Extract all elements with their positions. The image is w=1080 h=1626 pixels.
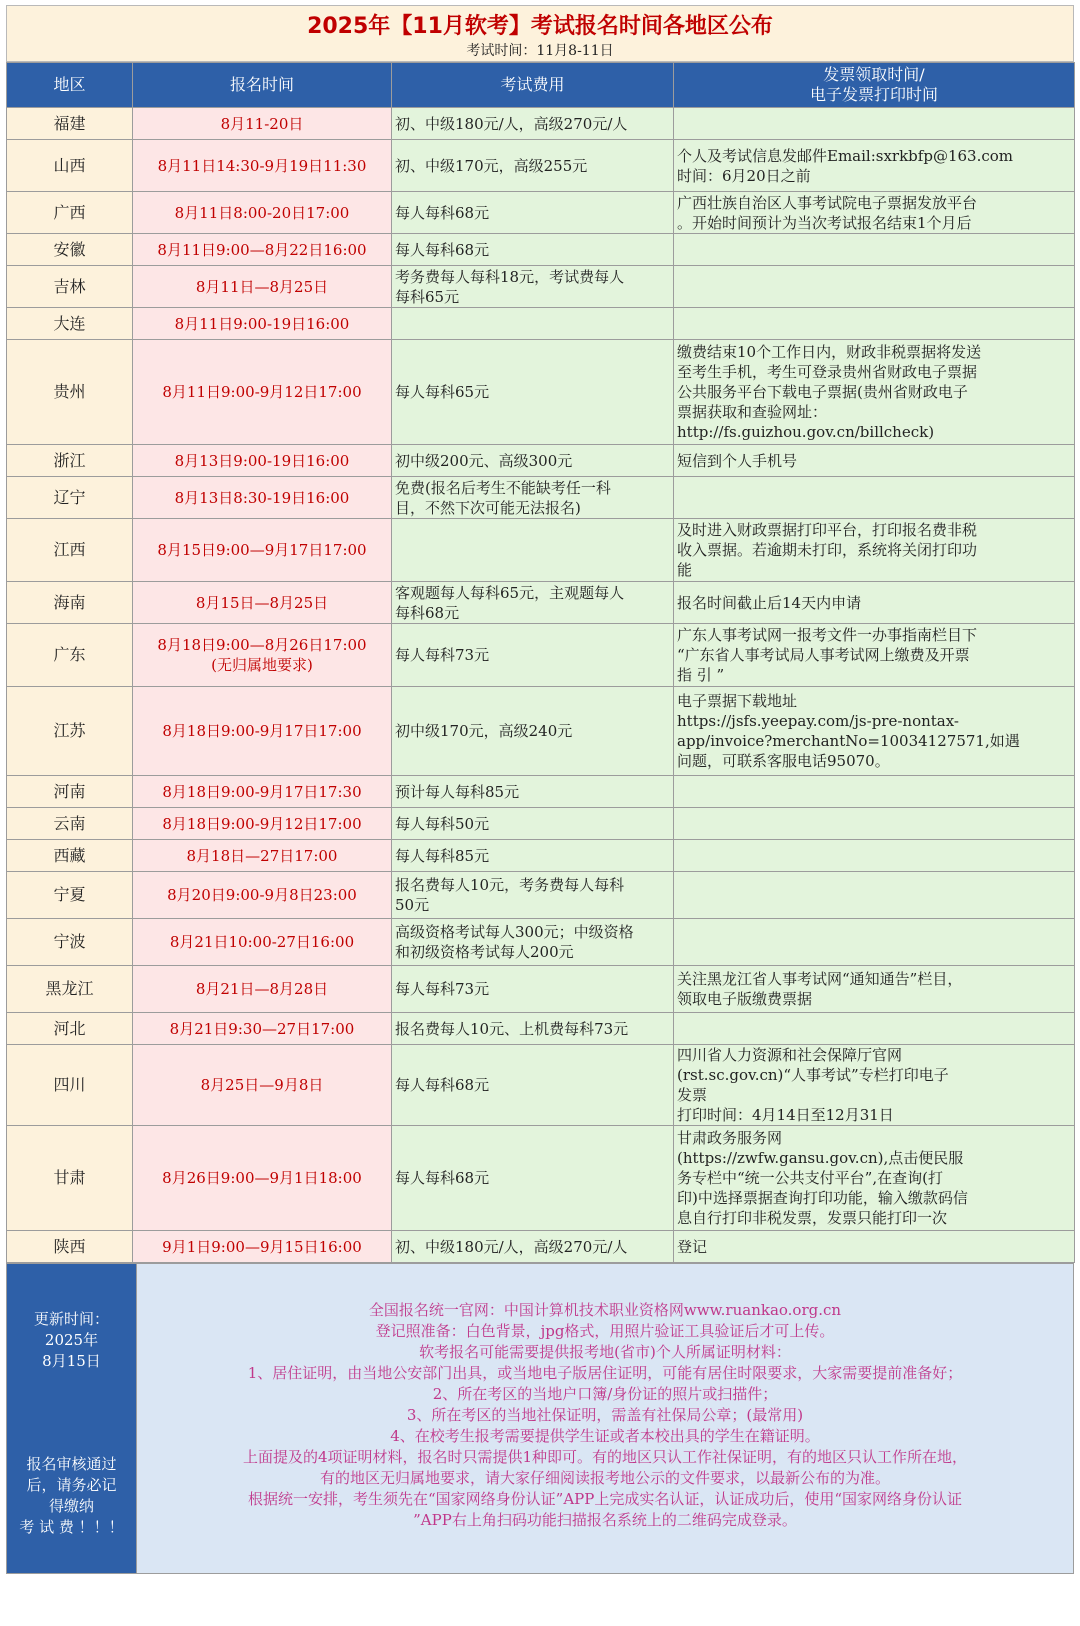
time-cell: 8月11日9:00—8月22日16:00 [133, 234, 392, 266]
fee-cell: 免费(报名后考生不能缺考任一科 目，不然下次可能无法报名) [392, 477, 674, 519]
title-block [6, 5, 1074, 62]
region-cell: 海南 [7, 582, 133, 624]
invoice-cell [674, 872, 1075, 919]
fee-cell [392, 519, 674, 582]
table-row [7, 445, 1075, 477]
table-row [7, 808, 1075, 840]
table-row [7, 340, 1075, 445]
fee-cell: 高级资格考试每人300元；中级资格 和初级资格考试每人200元 [392, 919, 674, 966]
table-row [7, 1231, 1075, 1263]
note-line: 4、在校考生报考需要提供学生证或者本校出具的学生在籍证明。 [390, 1427, 820, 1445]
time-cell: 8月13日8:30-19日16:00 [133, 477, 392, 519]
time-cell: 8月21日10:00-27日16:00 [133, 919, 392, 966]
invoice-cell [674, 266, 1075, 308]
fee-cell: 每人每科68元 [392, 234, 674, 266]
column-header-region: 地区 [7, 63, 133, 108]
invoice-cell [674, 1013, 1075, 1045]
region-cell: 广西 [7, 192, 133, 234]
invoice-cell [674, 776, 1075, 808]
time-cell: 8月18日9:00-9月12日17:00 [133, 808, 392, 840]
fee-cell: 初、中级180元/人，高级270元/人 [392, 108, 674, 140]
region-cell: 甘肃 [7, 1126, 133, 1231]
table-row [7, 192, 1075, 234]
fee-cell: 每人每科68元 [392, 1045, 674, 1126]
note-line: 软考报名可能需要提供报考地(省市)个人所属证明材料： [419, 1343, 791, 1361]
fee-cell [392, 308, 674, 340]
time-cell: 8月18日9:00-9月17日17:30 [133, 776, 392, 808]
exam-date-subtitle: 考试时间：11月8-11日 [466, 43, 614, 59]
footer-sidebar [6, 1263, 137, 1574]
fee-cell: 客观题每人每科65元，主观题每人 每科68元 [392, 582, 674, 624]
invoice-cell: 关注黑龙江省人事考试网“通知通告”栏目， 领取电子版缴费票据 [674, 966, 1075, 1013]
region-cell: 宁波 [7, 919, 133, 966]
invoice-cell [674, 308, 1075, 340]
table-row [7, 776, 1075, 808]
table-body [7, 108, 1075, 1263]
table-row [7, 582, 1075, 624]
fee-cell: 每人每科73元 [392, 624, 674, 687]
time-cell: 8月11日—8月25日 [133, 266, 392, 308]
invoice-cell [674, 234, 1075, 266]
region-cell: 福建 [7, 108, 133, 140]
table-row [7, 872, 1075, 919]
footer-notes [6, 1263, 1074, 1574]
table-row [7, 108, 1075, 140]
registration-notes [137, 1263, 1074, 1574]
fee-cell: 初、中级180元/人，高级270元/人 [392, 1231, 674, 1263]
region-cell: 广东 [7, 624, 133, 687]
note-line: 全国报名统一官网：中国计算机技术职业资格网www.ruankao.org.cn [368, 1301, 842, 1319]
region-cell: 江苏 [7, 687, 133, 776]
time-cell: 8月11日8:00-20日17:00 [133, 192, 392, 234]
region-cell: 云南 [7, 808, 133, 840]
region-cell: 河南 [7, 776, 133, 808]
page-title: 2025年【11月软考】考试报名时间各地区公布 [307, 14, 773, 39]
invoice-cell: 四川省人力资源和社会保障厅官网 (rst.sc.gov.cn)“人事考试”专栏打印电子 发票 打印时间：4月14日至12月31日 [674, 1045, 1075, 1126]
note-line: 上面提及的4项证明材料，报名时只需提供1种即可。有的地区只认工作社保证明，有的地区只认工作所在地， [242, 1448, 968, 1466]
invoice-cell [674, 919, 1075, 966]
region-cell: 浙江 [7, 445, 133, 477]
region-cell: 江西 [7, 519, 133, 582]
fee-cell: 每人每科85元 [392, 840, 674, 872]
time-cell: 8月11日14:30-9月19日11:30 [133, 140, 392, 192]
invoice-cell: 及时进入财政票据打印平台，打印报名费非税 收入票据。若逾期未打印，系统将关闭打印功 能 [674, 519, 1075, 582]
region-cell: 吉林 [7, 266, 133, 308]
exam-registration-sheet [6, 5, 1074, 1574]
column-header-time: 报名时间 [133, 63, 392, 108]
fee-cell: 报名费每人10元，考务费每人每科 50元 [392, 872, 674, 919]
table-row [7, 966, 1075, 1013]
time-cell: 8月20日9:00-9月8日23:00 [133, 872, 392, 919]
invoice-cell: 短信到个人手机号 [674, 445, 1075, 477]
time-cell: 8月11-20日 [133, 108, 392, 140]
time-cell: 8月11日9:00-9月12日17:00 [133, 340, 392, 445]
region-cell: 山西 [7, 140, 133, 192]
time-cell: 8月11日9:00-19日16:00 [133, 308, 392, 340]
note-line: 根据统一安排，考生须先在“国家网络身份认证”APP上完成实名认证，认证成功后，使用“国家网络身份认证 [247, 1490, 963, 1508]
note-line: 1、居住证明，由当地公安部门出具，或当地电子版居住证明，可能有居住时限要求，大家需要提前准备好； [247, 1364, 963, 1382]
invoice-cell: 报名时间截止后14天内申请 [674, 582, 1075, 624]
note-line: 有的地区无归属地要求，请大家仔细阅读报考地公示的文件要求，以最新公布的为准。 [319, 1469, 890, 1487]
fee-cell: 初、中级170元，高级255元 [392, 140, 674, 192]
time-cell: 8月18日9:00—8月26日17:00 (无归属地要求) [133, 624, 392, 687]
fee-cell: 每人每科50元 [392, 808, 674, 840]
invoice-cell [674, 840, 1075, 872]
table-row [7, 919, 1075, 966]
payment-reminder: 报名审核通过 后，请务必记 得缴纳 考 试 费 ！！！ [19, 1455, 124, 1536]
table-row [7, 519, 1075, 582]
fee-cell: 初中级170元，高级240元 [392, 687, 674, 776]
table-row [7, 308, 1075, 340]
table-row [7, 234, 1075, 266]
fee-cell: 每人每科65元 [392, 340, 674, 445]
time-cell: 8月21日—8月28日 [133, 966, 392, 1013]
fee-cell: 初中级200元、高级300元 [392, 445, 674, 477]
invoice-cell [674, 477, 1075, 519]
time-cell: 8月18日9:00-9月17日17:00 [133, 687, 392, 776]
table-row [7, 140, 1075, 192]
table-row [7, 1045, 1075, 1126]
table-row [7, 624, 1075, 687]
time-cell: 9月1日9:00—9月15日16:00 [133, 1231, 392, 1263]
note-line: 登记照准备：白色背景，jpg格式，用照片验证工具验证后才可上传。 [375, 1322, 835, 1340]
time-cell: 8月21日9:30—27日17:00 [133, 1013, 392, 1045]
invoice-cell: 电子票据下载地址 https://jsfs.yeepay.com/js-pre-nontax- app/invoice?merchantNo=10034127571,如遇 问题，可联系客服电话95070。 [674, 687, 1075, 776]
region-cell: 大连 [7, 308, 133, 340]
region-cell: 辽宁 [7, 477, 133, 519]
region-cell: 安徽 [7, 234, 133, 266]
region-cell: 陕西 [7, 1231, 133, 1263]
fee-cell: 考务费每人每科18元，考试费每人 每科65元 [392, 266, 674, 308]
region-cell: 西藏 [7, 840, 133, 872]
invoice-cell: 登记 [674, 1231, 1075, 1263]
time-cell: 8月13日9:00-19日16:00 [133, 445, 392, 477]
time-cell: 8月26日9:00—9月1日18:00 [133, 1126, 392, 1231]
region-cell: 河北 [7, 1013, 133, 1045]
table-header-row [7, 63, 1075, 108]
fee-cell: 预计每人每科85元 [392, 776, 674, 808]
invoice-cell: 个人及考试信息发邮件Email:sxrkbfp@163.com 时间：6月20日之前 [674, 140, 1075, 192]
time-cell: 8月25日—9月8日 [133, 1045, 392, 1126]
region-cell: 黑龙江 [7, 966, 133, 1013]
time-cell: 8月18日—27日17:00 [133, 840, 392, 872]
invoice-cell: 缴费结束10个工作日内，财政非税票据将发送 至考生手机，考生可登录贵州省财政电子票据 公共服务平台下载电子票据(贵州省财政电子 票据获取和查验网址： http://fs.guizhou.gov.cn/billcheck) [674, 340, 1075, 445]
table-row [7, 840, 1075, 872]
column-header-invoice: 发票领取时间/ 电子发票打印时间 [674, 63, 1075, 108]
table-row [7, 687, 1075, 776]
note-line: 2、所在考区的当地户口簿/身份证的照片或扫描件； [432, 1385, 778, 1403]
table-row [7, 1126, 1075, 1231]
invoice-cell [674, 108, 1075, 140]
region-cell: 贵州 [7, 340, 133, 445]
fee-cell: 每人每科73元 [392, 966, 674, 1013]
fee-cell: 每人每科68元 [392, 192, 674, 234]
fee-cell: 每人每科68元 [392, 1126, 674, 1231]
invoice-cell: 广西壮族自治区人事考试院电子票据发放平台 。开始时间预计为当次考试报名结束1个月后 [674, 192, 1075, 234]
region-cell: 宁夏 [7, 872, 133, 919]
invoice-cell [674, 808, 1075, 840]
invoice-cell: 甘肃政务服务网 (https://zwfw.gansu.gov.cn),点击便民服 务专栏中“统一公共支付平台”,在查询(打 印)中选择票据查询打印功能，输入缴款码信 息自行打印非税发票，发票只能打印一次 [674, 1126, 1075, 1231]
note-line: ”APP右上角扫码功能扫描报名系统上的二维码完成登录。 [413, 1511, 797, 1529]
region-cell: 四川 [7, 1045, 133, 1126]
table-row [7, 266, 1075, 308]
note-line: 3、所在考区的当地社保证明，需盖有社保局公章；(最常用) [406, 1406, 804, 1424]
fee-cell: 报名费每人10元、上机费每科73元 [392, 1013, 674, 1045]
column-header-fee: 考试费用 [392, 63, 674, 108]
table-row [7, 1013, 1075, 1045]
invoice-cell: 广东人事考试网一报考文件一办事指南栏目下 “广东省人事考试局人事考试网上缴费及开票 指 引 ” [674, 624, 1075, 687]
time-cell: 8月15日—8月25日 [133, 582, 392, 624]
time-cell: 8月15日9:00—9月17日17:00 [133, 519, 392, 582]
registration-table [6, 62, 1075, 1263]
table-row [7, 477, 1075, 519]
update-time: 更新时间： 2025年 8月15日 [33, 1310, 109, 1370]
